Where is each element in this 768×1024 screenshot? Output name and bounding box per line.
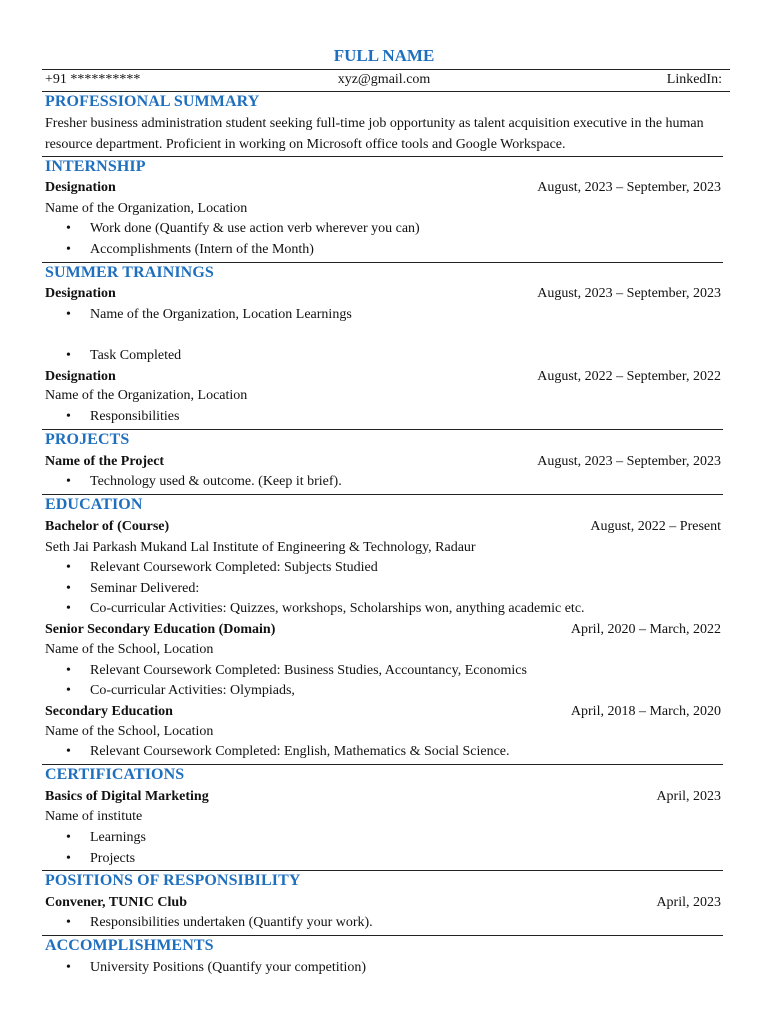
full-name: FULL NAME xyxy=(333,46,435,65)
list-item: Accomplishments (Intern of the Month) xyxy=(90,242,314,257)
phone-number: +91 ********** xyxy=(45,72,141,87)
certifications-heading: CERTIFICATIONS xyxy=(45,766,185,783)
certification-org: Name of institute xyxy=(45,809,143,824)
education-title: Bachelor of (Course) xyxy=(45,519,170,534)
project-date: August, 2023 – September, 2023 xyxy=(537,454,721,469)
bullet-icon: • xyxy=(66,601,71,616)
position-date: April, 2023 xyxy=(656,895,721,910)
accomplishments-heading: ACCOMPLISHMENTS xyxy=(45,937,214,954)
list-item: University Positions (Quantify your competition) xyxy=(90,960,367,975)
bullet-icon: • xyxy=(66,242,71,257)
training-title: Designation xyxy=(45,369,116,384)
education-date: April, 2018 – March, 2020 xyxy=(570,704,721,719)
bullet-icon: • xyxy=(66,960,71,975)
list-item: Seminar Delivered: xyxy=(90,581,200,596)
internship-org: Name of the Organization, Location xyxy=(45,201,248,216)
linkedin-label: LinkedIn: xyxy=(666,72,722,87)
training-title: Designation xyxy=(45,286,116,301)
bullet-icon: • xyxy=(66,221,71,236)
internship-date: August, 2023 – September, 2023 xyxy=(537,180,721,195)
bullet-icon: • xyxy=(66,409,71,424)
list-item: Task Completed xyxy=(90,348,182,363)
bullet-icon: • xyxy=(66,474,71,489)
certification-date: April, 2023 xyxy=(656,789,721,804)
bullet-icon: • xyxy=(66,683,71,698)
training-org: Name of the Organization, Location xyxy=(45,388,248,403)
training-date: August, 2022 – September, 2022 xyxy=(537,369,721,384)
bullet-icon: • xyxy=(66,581,71,596)
bullet-icon: • xyxy=(66,348,71,363)
bullet-icon: • xyxy=(66,851,71,866)
project-title: Name of the Project xyxy=(45,454,165,469)
list-item: Responsibilities xyxy=(90,409,180,424)
bullet-icon: • xyxy=(66,560,71,575)
education-title: Secondary Education xyxy=(45,704,173,719)
summary-heading: PROFESSIONAL SUMMARY xyxy=(45,93,260,110)
certification-title: Basics of Digital Marketing xyxy=(45,789,209,804)
summary-text: Fresher business administration student seeking full-time job opportunity as talent acquisition executive in the human resource department. Proficient in working on Microsoft office tools and Google Workspace. xyxy=(45,116,704,152)
education-title: Senior Secondary Education (Domain) xyxy=(45,622,276,637)
internship-title: Designation xyxy=(45,180,116,195)
list-item: Relevant Coursework Completed: Business Studies, Accountancy, Economics xyxy=(90,663,527,678)
list-item: Learnings xyxy=(90,830,146,845)
education-date: April, 2020 – March, 2022 xyxy=(570,622,721,637)
list-item: Co-curricular Activities: Quizzes, workshops, Scholarships won, anything academic etc. xyxy=(90,601,585,616)
education-heading: EDUCATION xyxy=(45,496,143,513)
projects-heading: PROJECTS xyxy=(45,431,130,448)
bullet-icon: • xyxy=(66,830,71,845)
bullet-icon: • xyxy=(66,744,71,759)
list-item: Relevant Coursework Completed: Subjects Studied xyxy=(90,560,378,575)
email-address: xyz@gmail.com xyxy=(337,72,431,87)
list-item: Responsibilities undertaken (Quantify your work). xyxy=(90,915,373,930)
position-title: Convener, TUNIC Club xyxy=(45,895,187,910)
internship-heading: INTERNSHIP xyxy=(45,158,146,175)
section-divider xyxy=(42,429,723,430)
positions-heading: POSITIONS OF RESPONSIBILITY xyxy=(45,872,301,889)
list-item: Projects xyxy=(90,851,136,866)
education-org: Name of the School, Location xyxy=(45,642,214,657)
education-org: Name of the School, Location xyxy=(45,724,214,739)
education-date: August, 2022 – Present xyxy=(590,519,721,534)
bullet-icon: • xyxy=(66,915,71,930)
education-org: Seth Jai Parkash Mukand Lal Institute of Engineering & Technology, Radaur xyxy=(45,540,476,555)
bullet-icon: • xyxy=(66,307,71,322)
training-date: August, 2023 – September, 2023 xyxy=(537,286,721,301)
list-item: Co-curricular Activities: Olympiads, xyxy=(90,683,295,698)
trainings-heading: SUMMER TRAININGS xyxy=(45,264,214,281)
list-item: Work done (Quantify & use action verb wherever you can) xyxy=(90,221,420,236)
bullet-icon: • xyxy=(66,663,71,678)
list-item: Technology used & outcome. (Keep it brief). xyxy=(90,474,342,489)
section-divider xyxy=(42,494,723,495)
list-item: Name of the Organization, Location Learnings xyxy=(90,307,352,322)
list-item: Relevant Coursework Completed: English, Mathematics & Social Science. xyxy=(90,744,510,759)
